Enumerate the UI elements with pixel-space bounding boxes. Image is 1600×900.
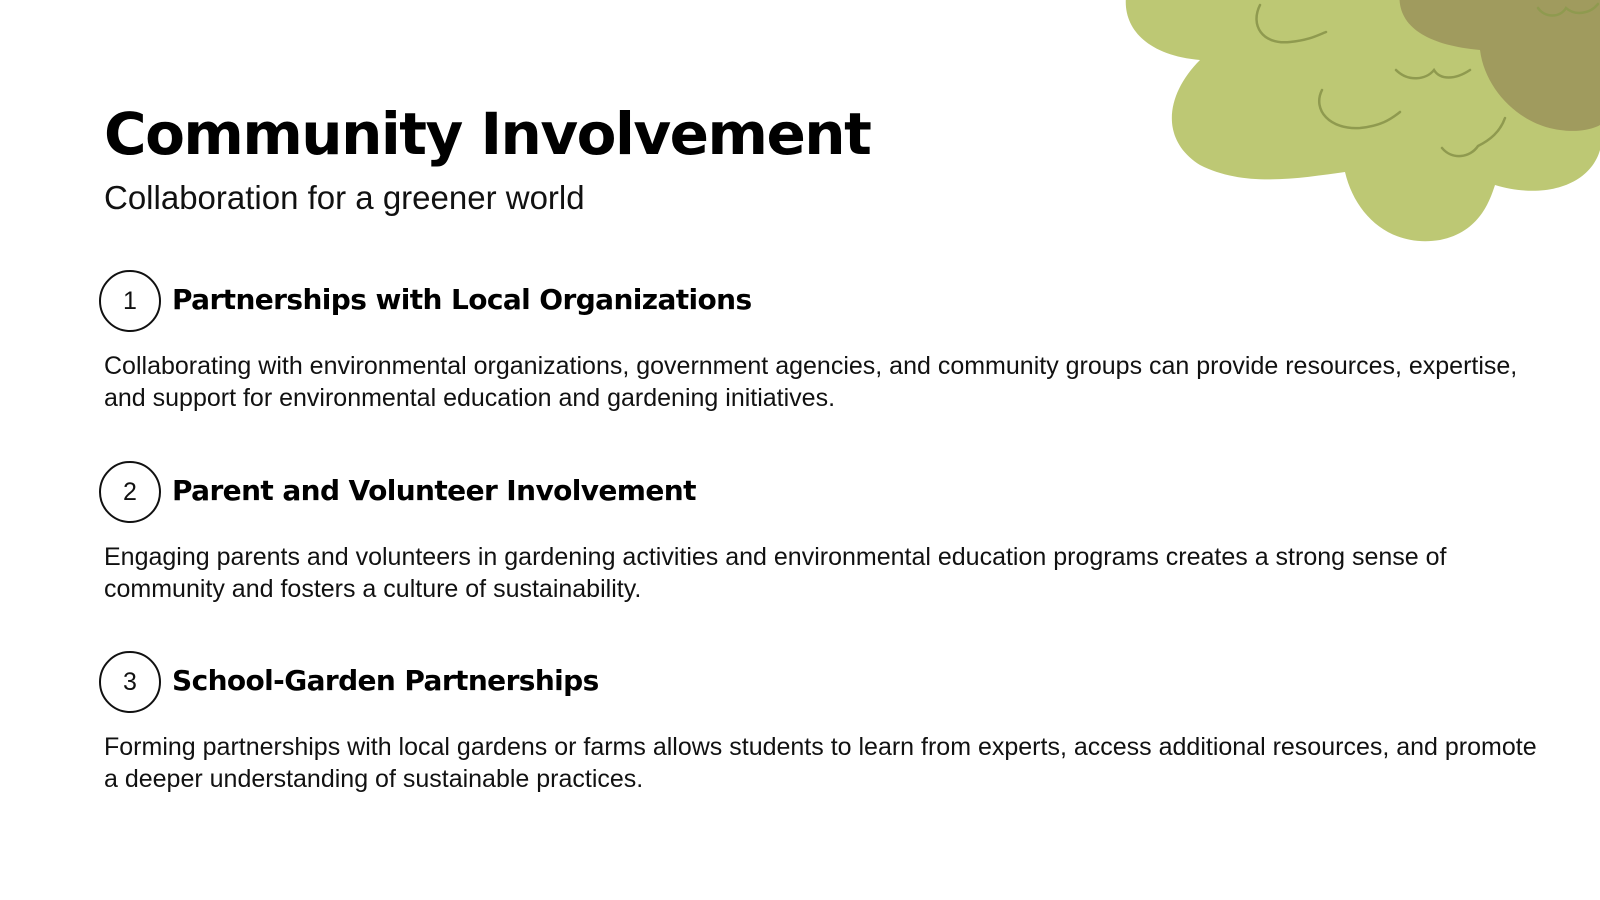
- item-description: Collaborating with environmental organizations, government agencies, and community groups can provide resources, expertise, and support for environmental education and gardening initiatives.: [104, 352, 1518, 412]
- item-description: Engaging parents and volunteers in gardening activities and environmental education programs creates a strong sense of community and fosters a culture of sustainability.: [104, 543, 1447, 603]
- number-badge: 2: [99, 461, 161, 523]
- slide-title: Community Involvement: [104, 100, 871, 168]
- slide-subtitle: Collaboration for a greener world: [104, 179, 585, 216]
- item-description: Forming partnerships with local gardens or farms allows students to learn from experts, access additional resources, and promote a deeper understanding of sustainable practices.: [104, 733, 1537, 793]
- number-badge: 1: [99, 270, 161, 332]
- item-heading: Partnerships with Local Organizations: [172, 283, 752, 316]
- item-heading: Parent and Volunteer Involvement: [172, 474, 696, 507]
- number-badge: 3: [99, 651, 161, 713]
- item-heading: School-Garden Partnerships: [172, 664, 599, 697]
